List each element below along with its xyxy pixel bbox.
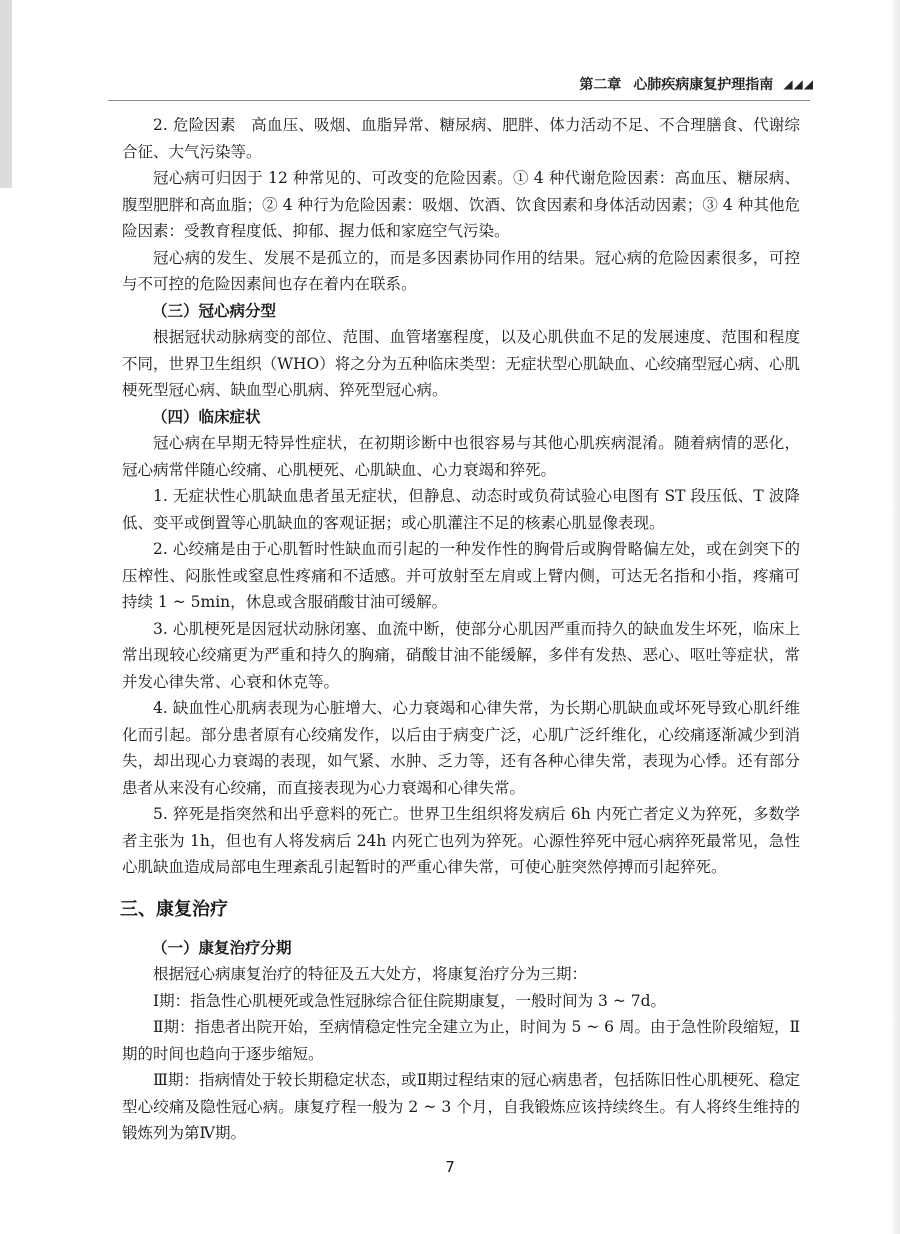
page-spine-shadow: [890, 0, 900, 1234]
paragraph-symptoms-intro: 冠心病在早期无特异性症状，在初期诊断中也很容易与其他心肌疾病混淆。随着病情的恶化，冠心病常伴随心绞痛、心肌梗死、心肌缺血、心力衰竭和猝死。: [122, 434, 800, 479]
header-triangle-icon: ◢◢◢: [783, 77, 814, 91]
paragraph-classification: 根据冠状动脉病变的部位、范围、血管堵塞程度，以及心肌供血不足的发展速度、范围和程度不同，世界卫生组织（WHO）将之分为五种临床类型：无症状型心肌缺血、心绞痛型冠心病、心肌梗死型冠心病、缺血型心肌病、猝死型冠心病。: [122, 328, 800, 399]
header-chapter: 第二章: [579, 77, 622, 93]
paragraph-phase-1: Ⅰ期：指急性心肌梗死或急性冠脉综合征住院期康复，一般时间为 3 ~ 7d。: [153, 991, 667, 1010]
paragraph-phase-2: Ⅱ期：指患者出院开始，至病情稳定性完全建立为止，时间为 5 ~ 6 周。由于急性阶段缩短，Ⅱ期的时间也趋向于逐步缩短。: [122, 1018, 800, 1063]
header-rule: [108, 100, 810, 101]
paragraph-risk-interplay: 冠心病的发生、发展不是孤立的，而是多因素协同作用的结果。冠心病的危险因素很多，可控与不可控的危险因素间也存在着内在联系。: [122, 248, 800, 293]
paragraph-rehab-intro: 根据冠心病康复治疗的特征及五大处方，将康复治疗分为三期：: [153, 965, 588, 983]
page-edge-tab: [0, 0, 12, 188]
paragraph-risk-factors: 2. 危险因素 高血压、吸烟、血脂异常、糖尿病、肥胖、体力活动不足、不合理膳食、代谢综合征、大气污染等。: [122, 116, 800, 161]
heading-phases: （一）康复治疗分期: [152, 938, 292, 957]
paragraph-symptom-2: 2. 心绞痛是由于心肌暂时性缺血而引起的一种发作性的胸骨后或胸骨略偏左处，或在剑突下的压榨性、闷胀性或窒息性疼痛和不适感。并可放射至左肩或上臂内侧，可达无名指和小指，疼痛可持续 1 ~ 5min，休息或含服硝酸甘油可缓解。: [122, 540, 800, 611]
heading-rehab: 三、康复治疗: [120, 898, 228, 920]
paragraph-symptom-3: 3. 心肌梗死是因冠状动脉闭塞、血流中断，使部分心肌因严重而持久的缺血发生坏死，临床上常出现较心绞痛更为严重和持久的胸痛，硝酸甘油不能缓解，多伴有发热、恶心、呕吐等症状，常并发心律失常、心衰和休克等。: [122, 619, 800, 691]
heading-classification: （三）冠心病分型: [152, 301, 277, 320]
paragraph-symptom-5: 5. 猝死是指突然和出乎意料的死亡。世界卫生组织将发病后 6h 内死亡者定义为猝死，多数学者主张为 1h，但也有人将发病后 24h 内死亡也列为猝死。心源性猝死中冠心病猝死最常见，急性心肌缺血造成局部电生理紊乱引起暂时的严重心律失常，可使心脏突然停搏而引起猝死。: [122, 805, 800, 876]
heading-symptoms: （四）临床症状: [152, 407, 261, 426]
running-header: [579, 72, 814, 96]
paragraph-symptom-4: 4. 缺血性心肌病表现为心脏增大、心力衰竭和心律失常，为长期心肌缺血或坏死导致心肌纤维化而引起。部分患者原有心绞痛发作，以后由于病变广泛，心肌广泛纤维化，心绞痛逐渐减少到消失，却出现心力衰竭的表现，如气紧、水肿、乏力等，还有各种心律失常，表现为心悸。还有部分患者从来没有心绞痛，而直接表现为心力衰竭和心律失常。: [122, 699, 800, 797]
header-title: 心肺疾病康复护理指南: [633, 77, 774, 93]
page-number: 7: [445, 1158, 455, 1176]
paragraph-phase-3: Ⅲ期：指病情处于较长期稳定状态，或Ⅱ期过程结束的冠心病患者，包括陈旧性心肌梗死、稳定型心绞痛及隐性冠心病。康复疗程一般为 2 ~ 3 个月，自我锻炼应该持续终生。有人将终生维持的锻炼列为第Ⅳ期。: [122, 1071, 800, 1142]
paragraph-symptom-1: 1. 无症状性心肌缺血患者虽无症状，但静息、动态时或负荷试验心电图有 ST 段压低、T 波降低、变平或倒置等心肌缺血的客观证据；或心肌灌注不足的核素心肌显像表现。: [122, 487, 800, 532]
paragraph-risk-groups: 冠心病可归因于 12 种常见的、可改变的危险因素。① 4 种代谢危险因素：高血压、糖尿病、腹型肥胖和高血脂；② 4 种行为危险因素：吸烟、饮酒、饮食因素和身体活动因素；③ 4 种其他危险因素：受教育程度低、抑郁、握力低和家庭空气污染。: [122, 169, 800, 240]
page-body: [122, 112, 800, 1147]
